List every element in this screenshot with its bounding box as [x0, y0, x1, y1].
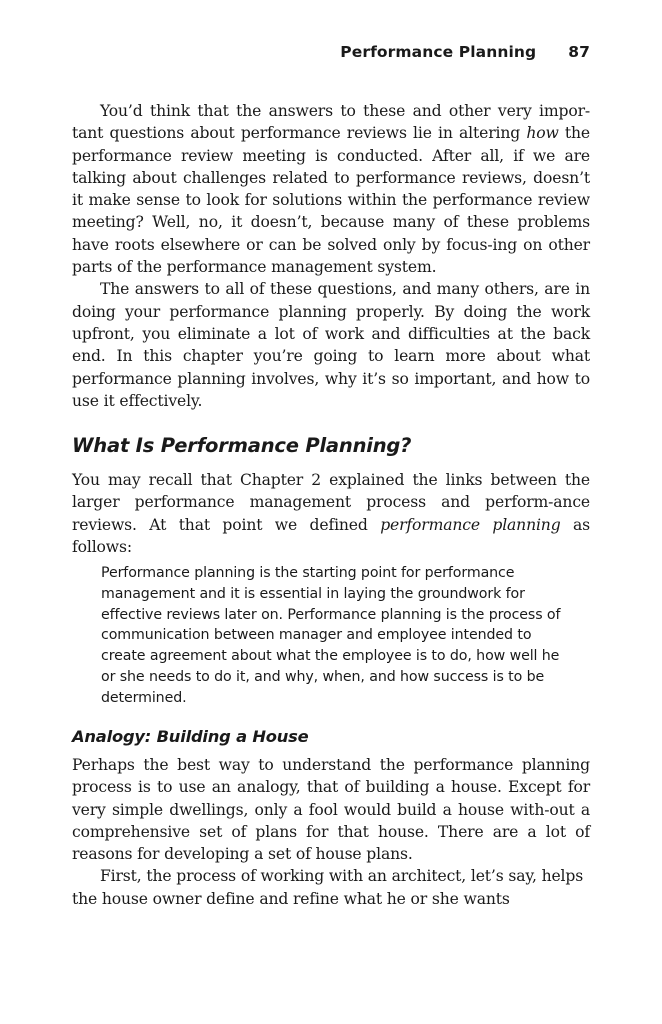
- running-head: [72, 43, 590, 61]
- analogy-paragraph-1: Perhaps the best way to understand the performance planning process is to use an analogy, that of building a house. Except for very simple dwellings, only a fool would build a house with-out a comprehensive set of plans for that house. There are a lot of reasons for developing a set of house plans.: [72, 756, 590, 864]
- intro-section: [72, 100, 590, 412]
- intro-p1-emphasis: how: [526, 124, 559, 143]
- intro-p1-line1: You’d think that the answers to these and other very impor-: [100, 102, 590, 120]
- definition-block-quote: Performance planning is the starting point for performance management and it is essential in laying the groundwork for effective reviews later on. Performance planning is the process of communication between manager and employee intended to create agreement about what the employee is to do, how well he or she needs to do it, and why, when, and how success is to be determined.: [101, 565, 561, 706]
- definition-intro-paragraph: [72, 469, 590, 558]
- analogy-section: [72, 754, 590, 910]
- running-head-title: Performance Planning: [340, 43, 537, 61]
- definition-intro-end: as follows:: [72, 515, 590, 556]
- intro-paragraph-1: [72, 100, 590, 278]
- page-number: 87: [568, 43, 590, 61]
- definition-section: [72, 469, 590, 558]
- section-heading: What Is Performance Planning?: [72, 434, 412, 457]
- definition-term: performance planning: [380, 515, 561, 534]
- intro-p1-part2: tant questions about performance reviews lie in altering: [72, 124, 527, 143]
- subsection-heading: Analogy: Building a House: [72, 727, 309, 746]
- intro-p1-part3: the performance review meeting is conducted. After all, if we are talking about challenges related to performance reviews, doesn’t it make sense to look for solutions within the performance review meeting? Well, no, it doesn’t, because many of these problems have roots elsewhere or can be solved only by focus-ing on other parts of the performance management system.: [72, 124, 590, 277]
- intro-paragraph-2: The answers to all of these questions, and many others, are in doing your performance planning properly. By doing the work upfront, you eliminate a lot of work and difficulties at the back end. In this chapter you’re going to learn more about what performance planning involves, why it’s so important, and how to use it effectively.: [72, 280, 590, 410]
- definition-intro-text: You may recall that Chapter 2 explained the links between the larger performance management process and perform-ance reviews. At that point we defined: [72, 471, 590, 534]
- analogy-paragraph-2: First, the process of working with an architect, let’s say, helps the house owner define and refine what he or she wants: [72, 867, 584, 908]
